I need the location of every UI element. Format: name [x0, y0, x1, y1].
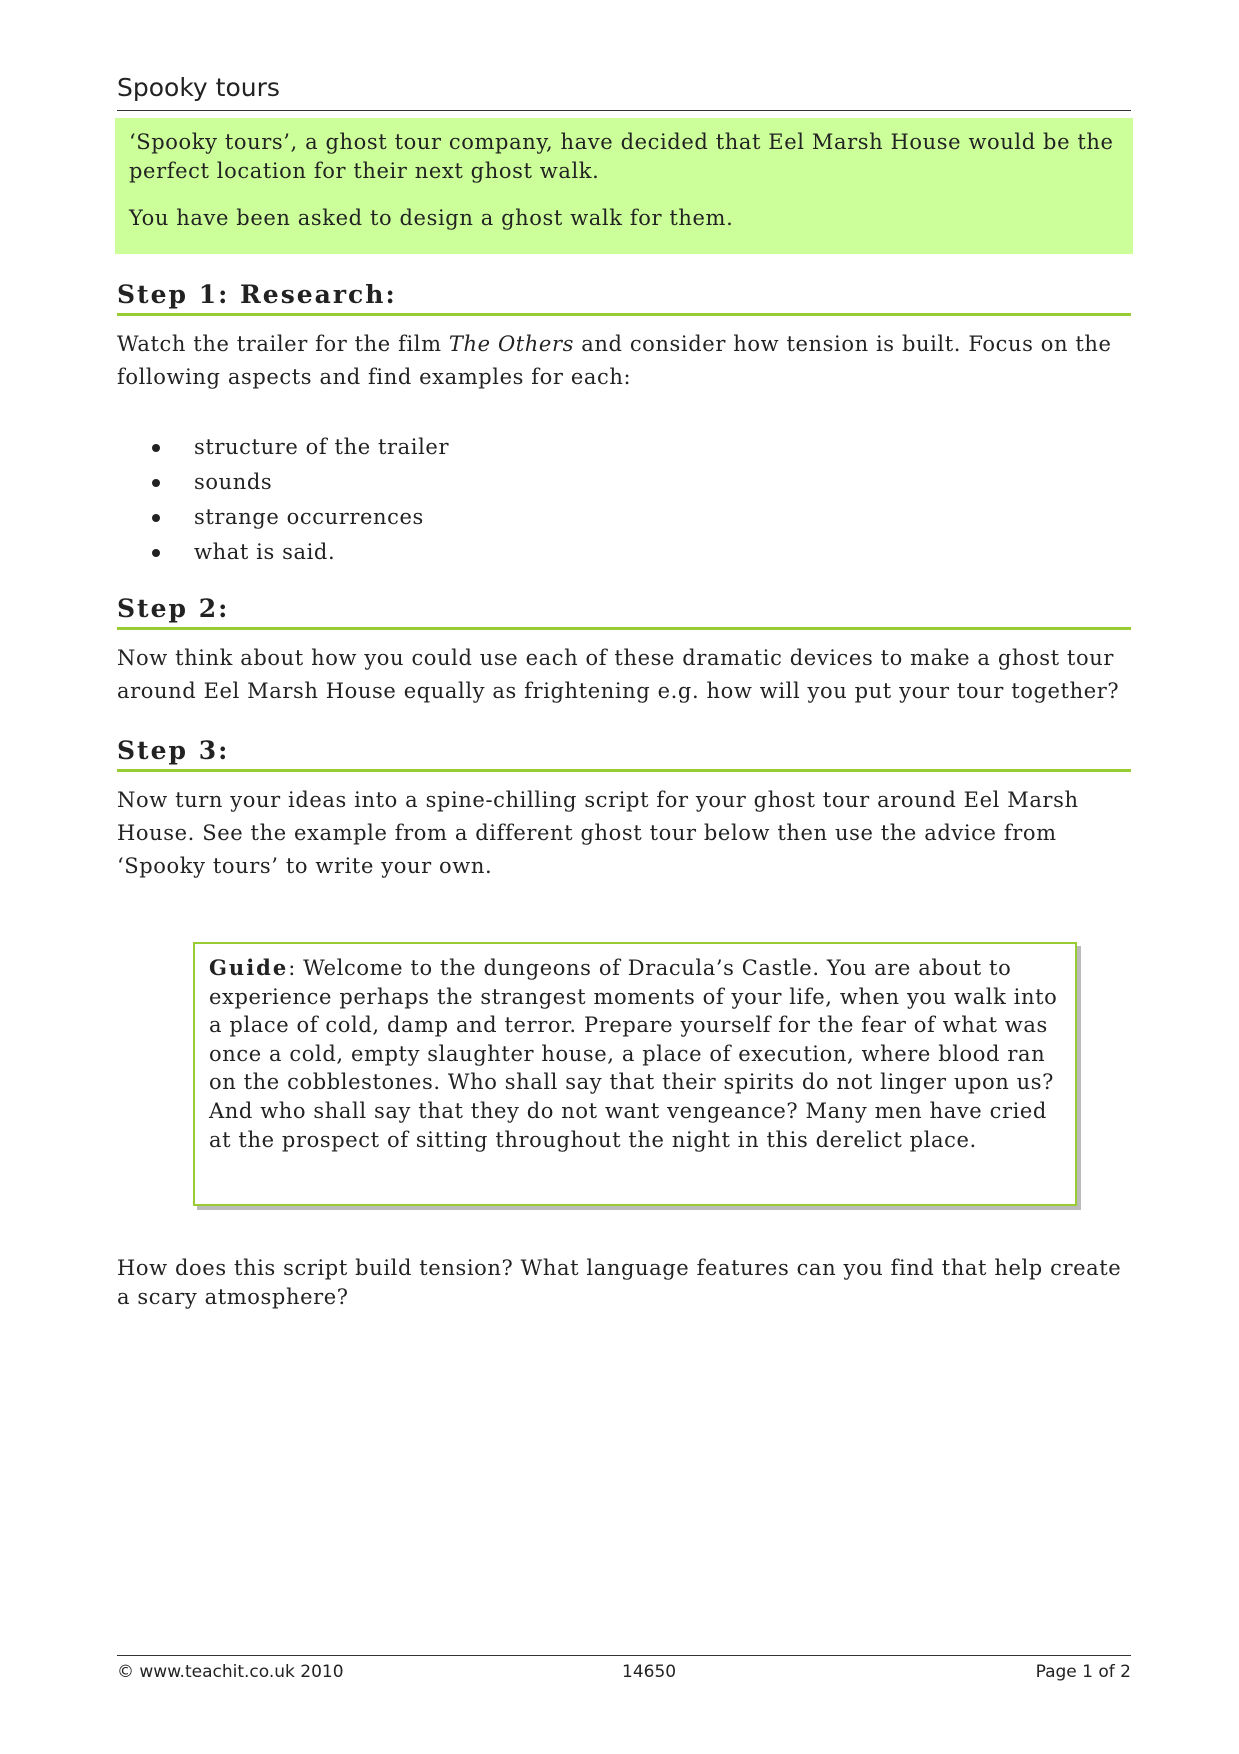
question-text: How does this script build tension? What language features can you find that help create a scary atmosphere?	[117, 1256, 1122, 1309]
intro-task: You have been asked to design a ghost walk for them.	[129, 206, 734, 230]
footer-code: 14650	[622, 1662, 677, 1682]
step2-text: Now think about how you could use each of these dramatic devices to make a ghost tour around Eel Marsh House equally as frightening e.g. how will you put your tour together?	[117, 646, 1120, 703]
footer-page-number: Page 1 of 2	[1035, 1662, 1131, 1682]
step3-heading: Step 3:	[117, 736, 1131, 772]
step1-bullet-list	[150, 430, 449, 570]
footer-copyright: © www.teachit.co.uk 2010	[117, 1662, 344, 1682]
film-title: The Others	[448, 332, 574, 356]
bullet-icon	[152, 549, 160, 557]
bullet-icon	[152, 444, 160, 452]
list-item: what is said.	[150, 535, 449, 570]
page-header	[117, 70, 1131, 111]
intro-box	[115, 118, 1133, 254]
guide-script: Guide: Welcome to the dungeons of Dracula’s Castle. You are about to experience perhaps the strangest moments of your life, when you walk into a place of cold, damp and terror. Prepare yourself for the fear of what was once a cold, empty slaughter house, a place of execution, where blood ran on the cobblestones. Who shall say that their spirits do not linger upon us? And who shall say that they do not want vengeance? Many men have cried at the prospect of sitting throughout the night in this derelict place.	[209, 955, 1058, 1152]
step1-text: Watch the trailer for the film The Others and consider how tension is built. Focus on the following aspects and find examples for each:	[117, 332, 1112, 389]
step3-text: Now turn your ideas into a spine-chilling script for your ghost tour around Eel Marsh House. See the example from a different ghost tour below then use the advice from ‘Spooky tours’ to write your own.	[117, 788, 1079, 878]
list-item: structure of the trailer	[150, 430, 449, 465]
list-item: strange occurrences	[150, 500, 449, 535]
step1-heading: Step 1: Research:	[117, 280, 1131, 316]
step2-heading: Step 2:	[117, 594, 1131, 630]
bullet-icon	[152, 479, 160, 487]
list-item: sounds	[150, 465, 449, 500]
guide-example-box	[193, 942, 1077, 1206]
bullet-icon	[152, 514, 160, 522]
guide-label: Guide	[209, 955, 289, 980]
intro-text: ‘Spooky tours’, a ghost tour company, have decided that Eel Marsh House would be the perfect location for their next ghost walk.	[129, 130, 1114, 183]
page-footer	[117, 1655, 1131, 1688]
page-title: Spooky tours	[117, 73, 280, 102]
